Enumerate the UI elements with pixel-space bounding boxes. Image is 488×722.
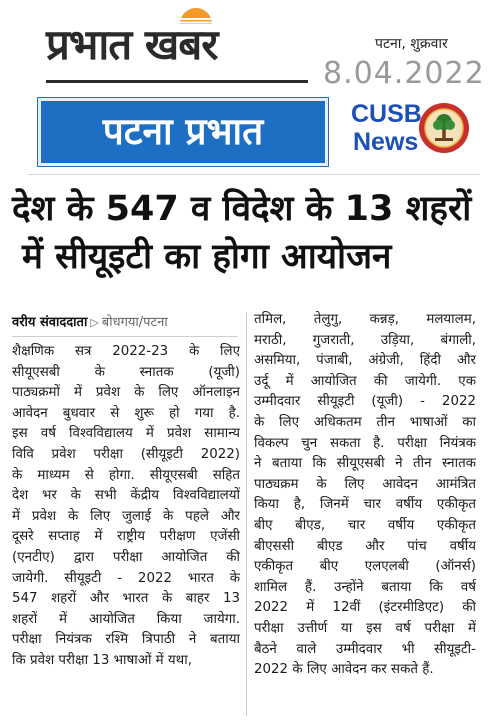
byline-dateline: बोधगया/पटना (101, 315, 168, 330)
university-emblem-icon (418, 102, 470, 154)
section-banner-title: पटना प्रभात (102, 110, 264, 153)
article-text-line: असमिया, पंजाबी, अंग्रेजी, हिंदी और (254, 353, 476, 369)
article-text-line: उम्मीदवार सीयूइटी (यूजी) - 2022 (254, 394, 476, 410)
city-day-label: पटना, शुक्रवार (375, 36, 448, 52)
headline-line-1: देश के 547 व विदेश के 13 शहरों (12, 189, 472, 229)
article-text-line: आवेदन बुधवार से शुरू हो गया है. (12, 405, 240, 421)
article-text-line: 2022 में 12वीं (इंटरमीडिएट) की (254, 600, 476, 616)
article-text-line: मराठी, गुजराती, उड़िया, बंगाली, (254, 332, 476, 348)
article-text-line: ने बताया कि सीयूएसबी ने तीन स्नातक (254, 456, 476, 472)
article-text-line: के माध्यम से होगा. सीयूएसबी सहित (12, 467, 240, 483)
article-text-line: उर्दू में आयोजित की जायेगी. एक (254, 373, 476, 389)
article-text-line: शैक्षणिक सत्र 2022-23 के लिए (12, 344, 240, 359)
article-text-line: परीक्षा उत्तीर्ण या इस वर्ष परीक्षा में (254, 620, 476, 636)
article-column-left (12, 342, 240, 672)
article-text-line: इस वर्ष विश्वविद्यालय में प्रवेश सामान्य (12, 426, 240, 442)
article-text-line: कि प्रवेश परीक्षा 13 भाषाओं में यथा, (12, 652, 192, 668)
article-text-line: में प्रवेश के लिए जुलाई के पहले और (12, 508, 240, 524)
byline-divider (12, 336, 238, 337)
article-text-line: 547 शहरों और भारत के बाहर 13 (12, 591, 240, 607)
article-text-line: बैठने वाले उम्मीदवार भी सीयूइटी- (254, 641, 476, 657)
article-text-line: 2022 के लिए आवेदन कर सकते हैं. (254, 662, 434, 678)
article-text-line: देश भर के सभी केंद्रीय विश्वविद्यालयों (12, 488, 240, 504)
column-divider (246, 312, 247, 716)
article-text-line: के लिए अधिकतम तीन भाषाओं का (254, 414, 476, 430)
article-text-line: बीएससी बीएड और पांच वर्षीय (254, 538, 476, 554)
byline (12, 312, 168, 330)
article-text-line: विकल्प चुन सकता है. परीक्षा नियंत्रक (254, 435, 476, 451)
article-column-right (254, 310, 476, 681)
article-text-line: बीए बीएड, चार वर्षीय एकीकृत (254, 517, 476, 533)
issue-date: 8.04.2022 (323, 56, 485, 91)
article-text-line: दूसरे सप्ताह में राष्ट्रीय परीक्षण एजेंसी (12, 529, 240, 545)
article-text-line: शहरों में आयोजित किया जायेगा. (12, 611, 240, 627)
article-text-line: शामिल हैं. उन्होंने बताया कि वर्ष (254, 579, 476, 595)
article-text-line: एकीकृत बीए एलएलबी (ऑनर्स) (254, 559, 476, 575)
headline-line-2: में सीयूइटी का होगा आयोजन (22, 237, 392, 277)
logo-underline (46, 80, 308, 83)
article-text-line: विवि प्रवेश परीक्षा (सीयूइटी 2022) (12, 446, 240, 462)
article-text-line: किया है, जिनमें चार वर्षीय एकीकृत (254, 497, 476, 513)
article-text-line: पाठ्यक्रम के लिए आवेदन आमंत्रित (254, 476, 476, 492)
section-banner (38, 98, 328, 166)
byline-author: वरीय संवाददाता (12, 315, 88, 330)
article-text-line: जायेगी. सीयूइटी - 2022 भारत के (12, 570, 240, 586)
byline-arrow-icon: ▷ (90, 316, 99, 329)
article-text-line: पाठ्यक्रमों में प्रवेश के लिए ऑनलाइन (12, 385, 240, 401)
article-text-line: सीयूएसबी के स्नातक (यूजी) (12, 364, 240, 380)
article-text-line: तमिल, तेलुगु, कन्नड़, मलयालम, (254, 312, 476, 327)
banner-divider (28, 174, 480, 175)
newspaper-logo: प्रभात खबर (46, 20, 218, 69)
cusb-badge-line2: News (353, 128, 419, 156)
article-text-line: परीक्षा नियंत्रक रश्मि त्रिपाठी ने बताया (12, 632, 240, 648)
cusb-badge-line1: CUSB (351, 100, 422, 128)
masthead (0, 0, 488, 92)
article-text-line: (एनटीए) द्वारा परीक्षा आयोजित की (12, 549, 240, 565)
